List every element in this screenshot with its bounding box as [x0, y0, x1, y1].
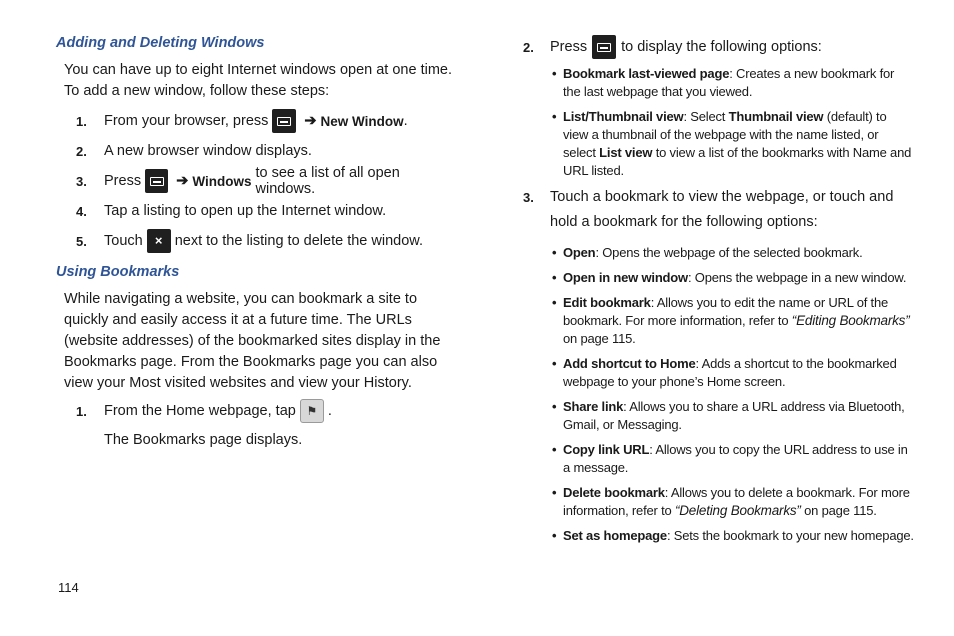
- option-edit-bookmark: • Edit bookmark: Allows you to edit the name or URL of the bookmark. For more information, refer to “Editing Bookmarks” on page 115.: [552, 295, 910, 346]
- page-number: 114: [58, 580, 79, 595]
- step-3-touch-bookmark: 3. Touch a bookmark to view the webpage, or touch and hold a bookmark for the following options:: [523, 189, 894, 230]
- option-copy-link-url: • Copy link URL: Allows you to copy the URL address to use in a message.: [552, 442, 908, 475]
- bookmarks-step-1: 1. From the Home webpage, tap ⚑ .: [56, 398, 456, 424]
- step-4-tap-listing: 4. Tap a listing to open up the Internet window.: [76, 203, 387, 219]
- step-3-windows-list: 3. Press ➔ Windows to see a list of all open windows.: [76, 165, 400, 197]
- option-add-shortcut-home: • Add shortcut to Home: Adds a shortcut to the bookmarked webpage to your phone’s Home screen.: [552, 356, 897, 389]
- option-delete-bookmark: • Delete bookmark: Allows you to delete a bookmark. For more information, refer to “Deleting Bookmarks” on page 115.: [552, 485, 910, 518]
- option-bookmark-last-viewed: • Bookmark last-viewed page: Creates a new bookmark for the last webpage that you viewed.: [552, 66, 895, 99]
- section-heading-using-bookmarks: Using Bookmarks: [56, 264, 180, 280]
- bookmarks-page-displays: The Bookmarks page displays.: [104, 432, 303, 448]
- menu-key-icon: [272, 109, 296, 133]
- right-column: [522, 35, 914, 545]
- step-5-delete-window: 5. Touch × next to the listing to delete the window.: [56, 228, 456, 254]
- menu-key-icon: [592, 35, 616, 59]
- step-2-press-menu: 2. Press to display the following options:: [522, 35, 914, 59]
- bookmark-icon: ⚑: [300, 399, 324, 423]
- option-share-link: • Share link: Allows you to share a URL address via Bluetooth, Gmail, or Messaging.: [552, 399, 905, 432]
- step-1-new-window: 1. From your browser, press ➔ New Window .: [56, 108, 456, 134]
- xref-deleting-bookmarks[interactable]: “Deleting Bookmarks”: [674, 503, 801, 518]
- bookmarks-intro: While navigating a website, you can bookmark a site to quickly and easily access it at a future time. The URLs (website addresses) of the bookmarked sites display in the Bookmarks page. From the Bookmarks page you can also view your Most visited websites and view your History.: [64, 291, 441, 391]
- xref-editing-bookmarks[interactable]: “Editing Bookmarks”: [791, 313, 910, 328]
- menu-key-icon: [145, 169, 168, 193]
- adding-windows-intro: You can have up to eight Internet windows open at one time. To add a new window, follow these steps:: [64, 62, 453, 99]
- option-open-new-window: • Open in new window: Opens the webpage in a new window.: [552, 270, 907, 285]
- option-set-as-homepage: • Set as homepage: Sets the bookmark to your new homepage.: [552, 528, 914, 543]
- close-x-icon: ×: [147, 229, 171, 253]
- option-open: • Open: Opens the webpage of the selected bookmark.: [552, 245, 863, 260]
- section-heading-adding-windows: Adding and Deleting Windows: [56, 35, 265, 51]
- step-2-new-window-displays: 2. A new browser window displays.: [76, 143, 312, 159]
- left-column: [56, 35, 456, 451]
- option-list-thumbnail-view: • List/Thumbnail view: Select Thumbnail view (default) to view a thumbnail of the webpage with the name listed, or select List view to view a list of the bookmarks with Name and URL listed.: [552, 109, 912, 178]
